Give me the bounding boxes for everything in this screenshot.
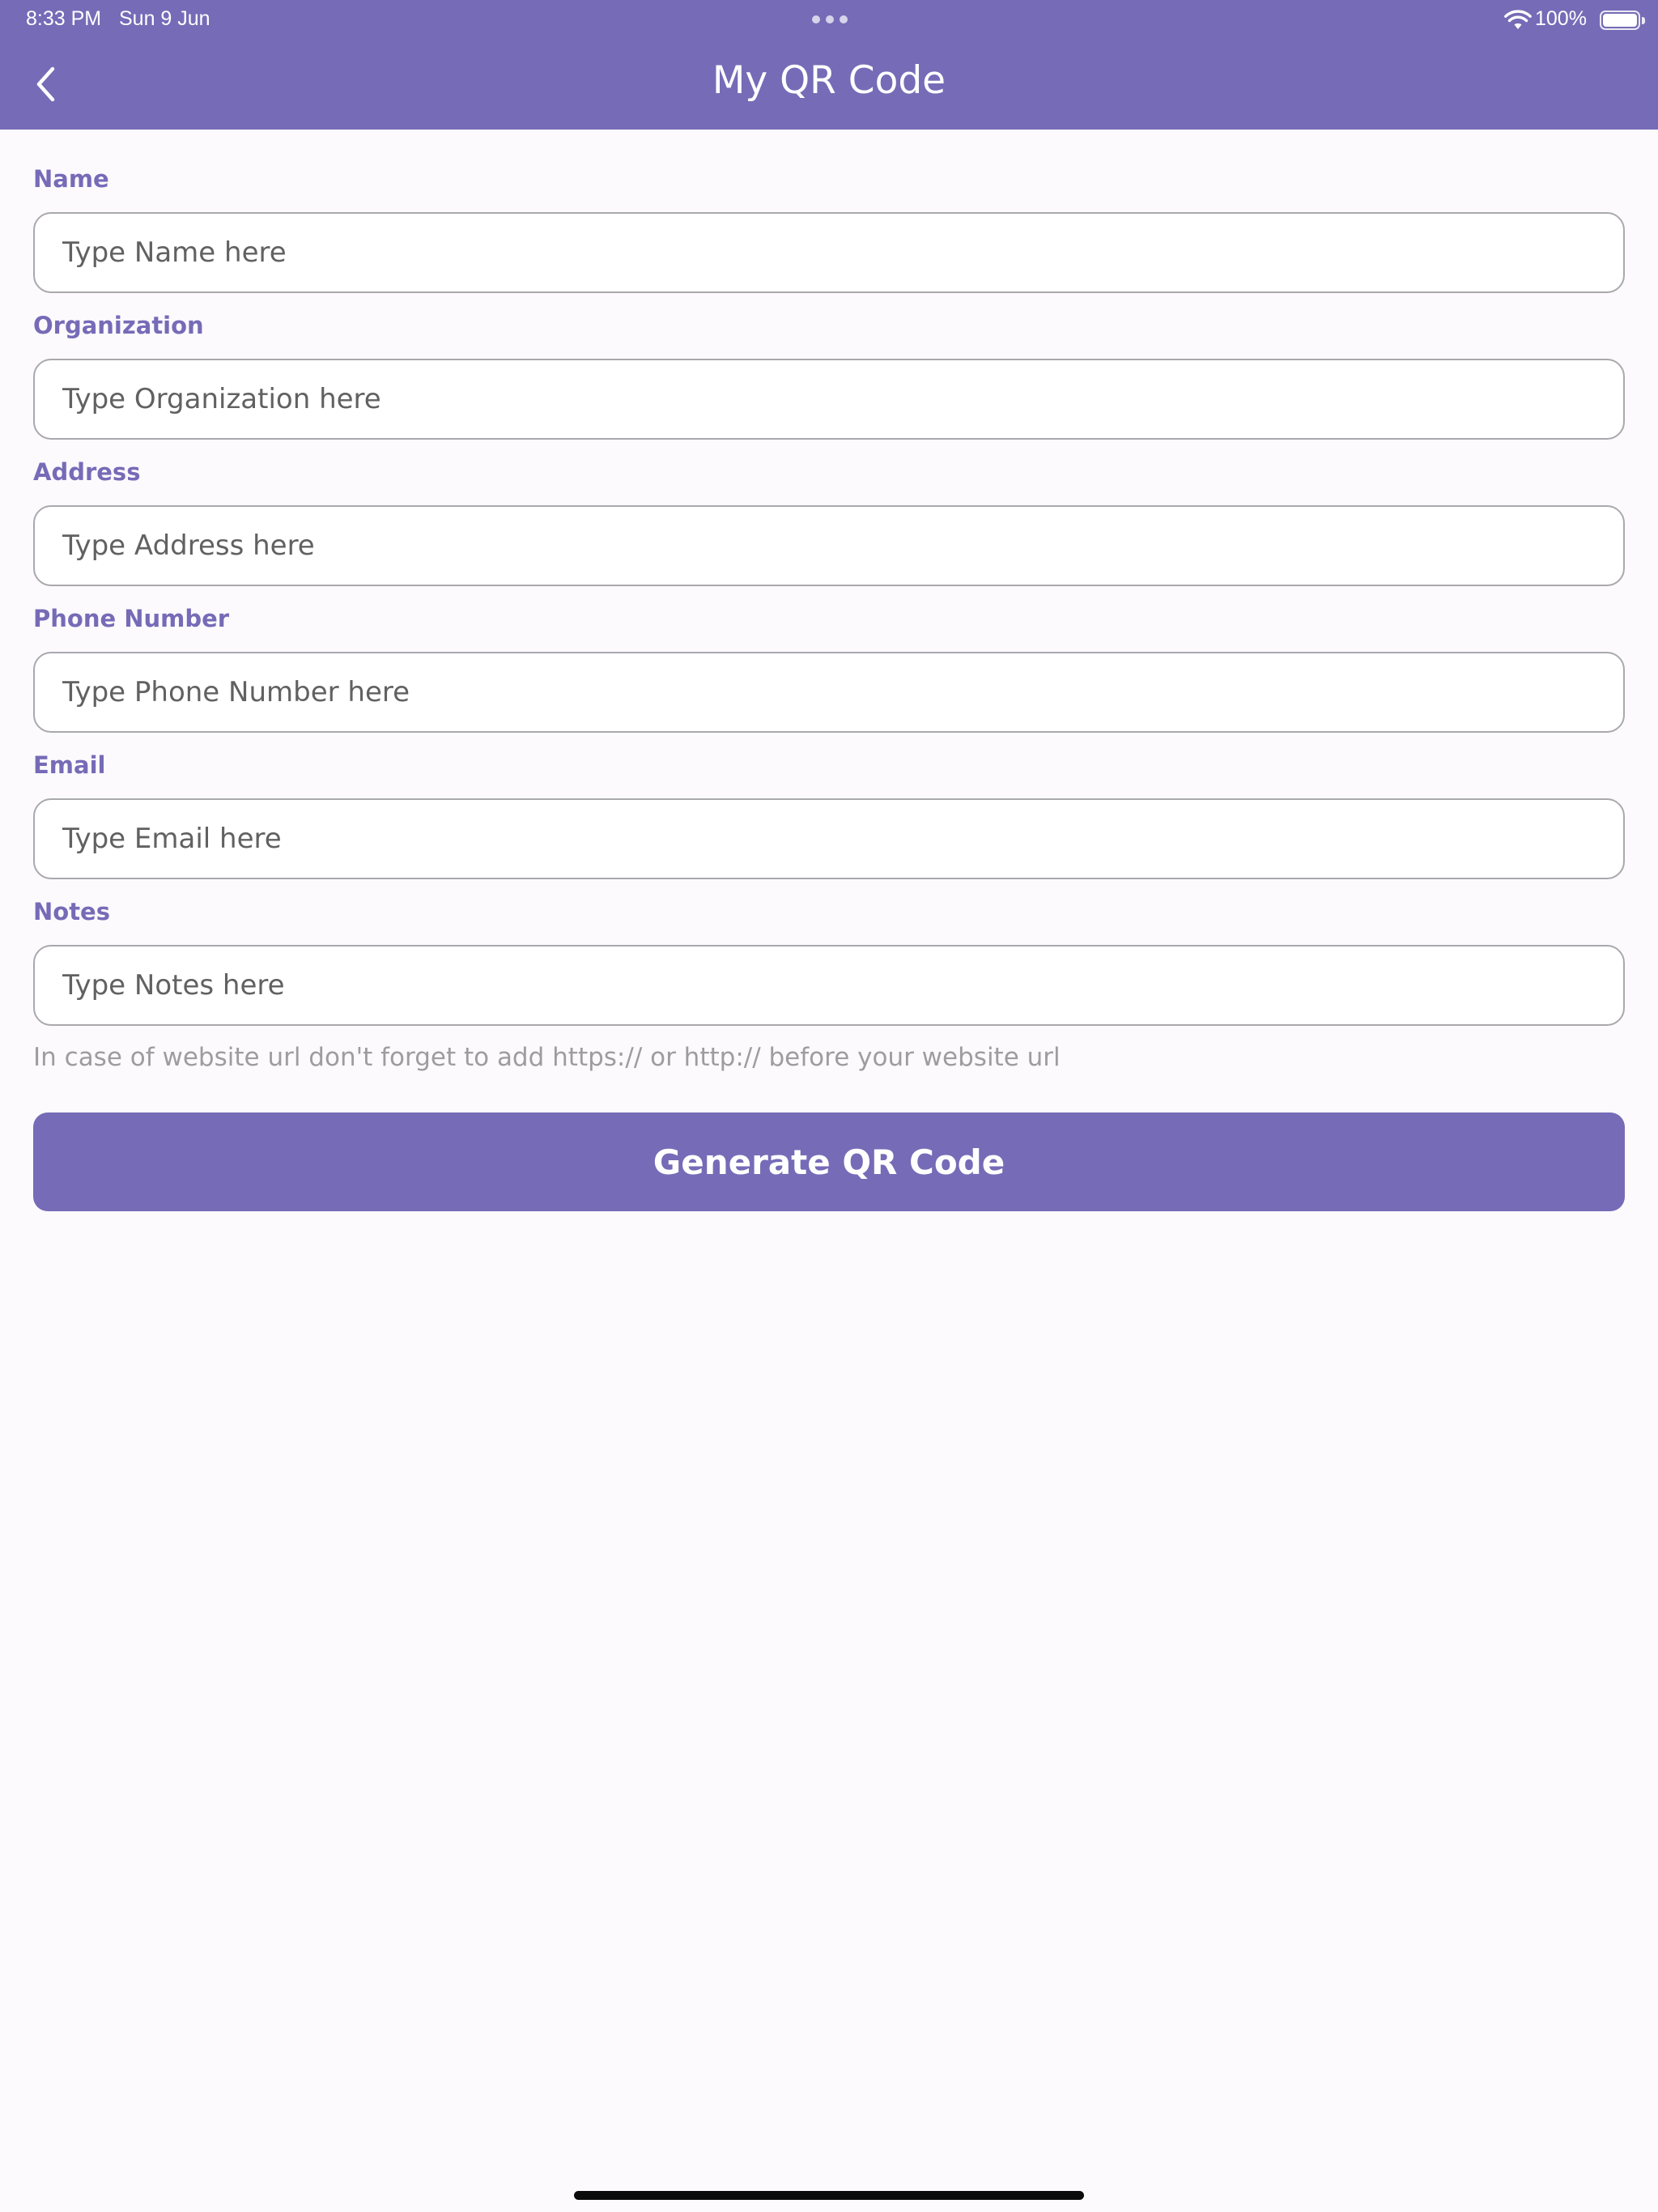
navigation-bar [0, 0, 1658, 130]
home-indicator[interactable] [574, 2191, 1084, 2200]
name-label: Name [33, 165, 109, 193]
wifi-icon [1504, 10, 1532, 31]
status-bar [0, 0, 1658, 39]
organization-input[interactable] [33, 359, 1625, 440]
notes-label: Notes [33, 898, 110, 925]
address-label: Address [33, 458, 141, 486]
notes-input[interactable] [33, 945, 1625, 1026]
page-title: My QR Code [712, 58, 946, 103]
status-date: Sun 9 Jun [119, 7, 210, 30]
phone-number-label: Phone Number [33, 605, 230, 632]
website-url-hint: In case of website url don't forget to add https:// or http:// before your website url [33, 1043, 1061, 1072]
name-input[interactable] [33, 212, 1625, 293]
battery-percentage: 100% [1535, 7, 1587, 30]
phone-number-input[interactable] [33, 652, 1625, 733]
organization-label: Organization [33, 312, 204, 339]
email-label: Email [33, 751, 106, 779]
battery-icon [1600, 11, 1640, 30]
multitasking-dots-icon[interactable] [812, 15, 848, 23]
address-input[interactable] [33, 505, 1625, 586]
email-input[interactable] [33, 798, 1625, 879]
status-right-group [1535, 7, 1634, 32]
status-time: 8:33 PM [26, 7, 102, 30]
generate-qr-code-button[interactable]: Generate QR Code [33, 1112, 1625, 1211]
